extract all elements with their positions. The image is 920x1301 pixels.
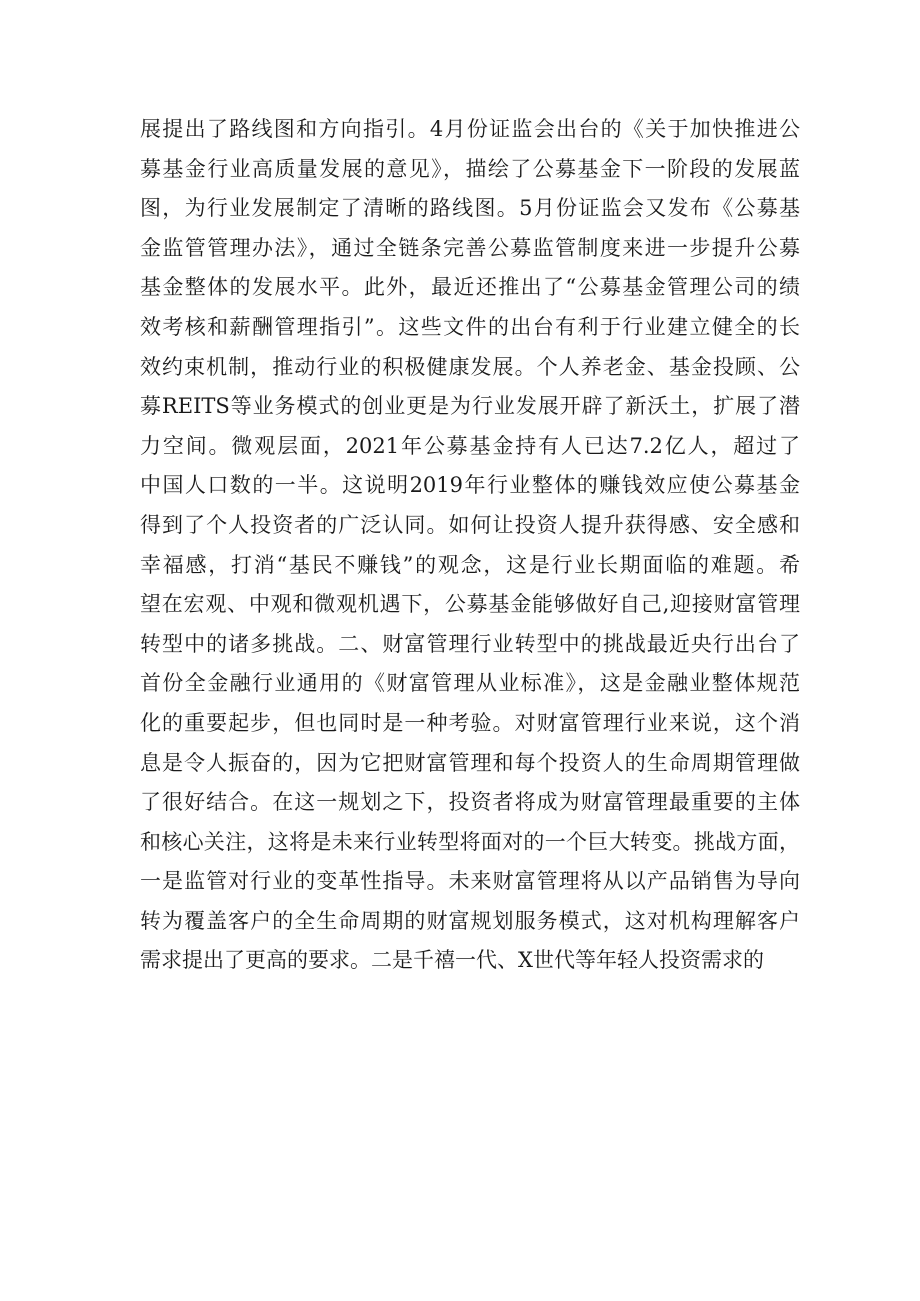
body-text [140,110,800,981]
text-line: 了很好结合。在这一规划之下，投资者将成为财富管理最重要的主体 [140,790,800,815]
text-line: 募REITS等业务模式的创业更是为行业发展开辟了新沃土，扩展了潜 [140,394,800,419]
text-line: 募基金行业高质量发展的意见》，描绘了公募基金下一阶段的发展蓝 [140,156,800,181]
text-line: 得到了个人投资者的广泛认同。如何让投资人提升获得感、安全感和 [140,512,800,537]
text-line: 化的重要起步，但也同时是一种考验。对财富管理行业来说，这个消 [140,710,800,735]
text-line: 效考核和薪酬管理指引”。这些文件的出台有利于行业建立健全的长 [140,314,800,339]
text-line: 望在宏观、中观和微观机遇下，公募基金能够做好自己,迎接财富管理 [140,592,800,617]
text-line: 转型中的诸多挑战。二、财富管理行业转型中的挑战最近央行出台了 [140,631,800,656]
text-line: 幸福感，打消“基民不赚钱”的观念，这是行业长期面临的难题。希 [140,552,800,577]
text-line: 需求提出了更高的要求。二是千禧一代、X世代等年轻人投资需求的 [140,948,764,973]
text-line: 效约束机制，推动行业的积极健康发展。个人养老金、基金投顾、公 [140,354,800,379]
text-line: 力空间。微观层面，2021年公募基金持有人已达7.2亿人，超过了 [140,433,800,458]
text-line: 展提出了路线图和方向指引。4月份证监会出台的《关于加快推进公 [140,117,800,141]
text-line: 中国人口数的一半。这说明2019年行业整体的赚钱效应使公募基金 [140,473,800,498]
text-line: 息是令人振奋的，因为它把财富管理和每个投资人的生命周期管理做 [140,750,800,775]
text-line: 和核心关注，这将是未来行业转型将面对的一个巨大转变。挑战方面， [140,829,800,854]
text-line: 金监管管理办法》，通过全链条完善公募监管制度来进一步提升公募 [140,235,800,260]
text-line: 基金整体的发展水平。此外，最近还推出了“公募基金管理公司的绩 [140,275,800,300]
text-line: 首份全金融行业通用的《财富管理从业标准》，这是金融业整体规范 [140,671,800,696]
text-line: 一是监管对行业的变革性指导。未来财富管理将从以产品销售为导向 [140,869,800,894]
text-line: 转为覆盖客户的全生命周期的财富规划服务模式，这对机构理解客户 [140,908,800,933]
text-line: 图，为行业发展制定了清晰的路线图。5月份证监会又发布《公募基 [140,196,800,221]
